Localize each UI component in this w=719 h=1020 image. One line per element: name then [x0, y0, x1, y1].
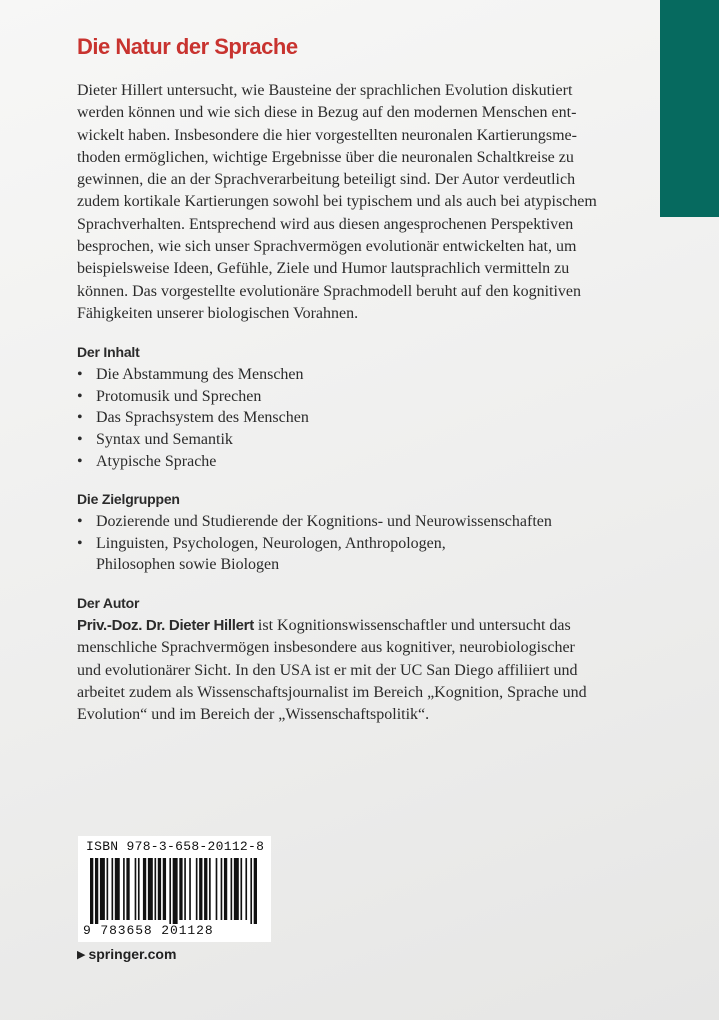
barcode-bar — [216, 858, 218, 920]
isbn-label: ISBN 978-3-658-20112-8 — [86, 839, 265, 854]
barcode-bar — [154, 858, 156, 920]
contents-list — [77, 364, 617, 472]
author-bio-first-line-rest: ist Kognitionswissenschaftler und untersucht das — [253, 617, 571, 635]
barcode-bars — [82, 858, 267, 924]
barcode-bar — [224, 858, 227, 920]
barcode-bar — [221, 858, 223, 920]
author-heading: Der Autor — [77, 595, 140, 612]
bullet-icon: • — [77, 534, 83, 552]
barcode-bar — [169, 858, 171, 924]
barcode-bar — [138, 858, 140, 920]
author-bio-line: Evolution“ und im Bereich der „Wissenschaftspolitik“. — [77, 706, 430, 724]
description-line: zudem kortikale Kartierungen sowohl bei typischem und als auch bei atypischem — [77, 193, 597, 211]
description-line: werden können und wie sich diese in Bezug auf den modernen Menschen ent- — [77, 104, 577, 122]
contents-item — [77, 364, 617, 386]
contents-item — [77, 451, 617, 473]
audience-item — [77, 511, 617, 533]
author-bio-line: arbeitet zudem als Wissenschaftsjournalist im Bereich „Kognition, Sprache und — [77, 683, 587, 701]
barcode-bar — [179, 858, 182, 920]
publisher-link[interactable] — [77, 946, 176, 962]
barcode-bar — [143, 858, 146, 920]
description-line: gewinnen, die an der Sprachverarbeitung beteiligt sind. Der Autor verdeutlich — [77, 171, 576, 189]
author-bio — [77, 615, 617, 726]
barcode-bar — [234, 858, 239, 920]
barcode-bar — [126, 858, 129, 920]
teal-color-tab — [660, 0, 719, 217]
barcode-bar — [196, 858, 198, 920]
bullet-icon: • — [77, 387, 83, 405]
barcode-bar — [254, 858, 257, 924]
barcode-bar — [107, 858, 109, 920]
description-line: Fähigkeiten unserer biologischen Vorahnen. — [77, 304, 359, 322]
back-cover-content — [77, 80, 617, 727]
barcode-bar — [135, 858, 137, 920]
description-line: können. Das vorgestellte evolutionäre Sprachmodell beruht auf den kognitiven — [77, 282, 582, 300]
barcode-bar — [115, 858, 120, 920]
isbn-barcode-box — [78, 836, 271, 942]
barcode-bar — [209, 858, 211, 920]
book-title: Die Natur der Sprache — [77, 34, 298, 59]
barcode-bar — [123, 858, 125, 920]
contents-item — [77, 386, 617, 408]
description-line: beispielsweise Ideen, Gefühle, Ziele und Humor lautsprachlich vermitteln zu — [77, 260, 570, 278]
contents-item-label: Die Abstammung des Menschen — [96, 366, 304, 384]
description-paragraph — [77, 80, 617, 325]
audience-heading: Die Zielgruppen — [77, 491, 180, 508]
contents-item — [77, 407, 617, 429]
barcode-digits: 9 783658 201128 — [83, 923, 214, 938]
barcode-bar — [95, 858, 98, 924]
barcode-bar — [245, 858, 247, 920]
barcode-bar — [240, 858, 242, 920]
barcode-bar — [173, 858, 178, 924]
contents-item-label: Protomusik und Sprechen — [96, 387, 262, 405]
author-name: Priv.-Doz. Dr. Dieter Hillert — [77, 617, 254, 635]
description-line: besprochen, wie sich unser Sprachvermögen evolutionär entwickelten hat, um — [77, 238, 577, 256]
audience-item-label: Philosophen sowie Biologen — [96, 556, 280, 574]
barcode-bar — [184, 858, 186, 920]
audience-item-label: Linguisten, Psychologen, Neurologen, Anthropologen, — [96, 534, 446, 552]
barcode-bar — [250, 858, 252, 924]
barcode-bar — [231, 858, 233, 920]
audience-item-label: Dozierende und Studierende der Kognitions- und Neurowissenschaften — [96, 513, 552, 531]
contents-item-label: Syntax und Semantik — [96, 431, 233, 449]
bullet-icon: • — [77, 452, 83, 470]
author-bio-first-line — [77, 615, 617, 637]
bullet-icon: • — [77, 513, 83, 531]
bullet-icon: • — [77, 431, 83, 449]
barcode-bar — [199, 858, 202, 920]
barcode-bar — [112, 858, 114, 920]
audience-list — [77, 511, 617, 576]
barcode-bar — [100, 858, 105, 920]
contents-item-label: Atypische Sprache — [96, 452, 217, 470]
description-line: wickelt haben. Insbesondere die hier vorgestellten neuronalen Kartierungsme- — [77, 126, 577, 144]
description-line: Sprachverhalten. Entsprechend wird aus diesen angesprochenen Perspektiven — [77, 215, 574, 233]
publisher-url: springer.com — [88, 946, 177, 962]
description-line: Dieter Hillert untersucht, wie Bausteine der sprachlichen Evolution diskutiert — [77, 82, 573, 99]
barcode-bar — [204, 858, 207, 920]
barcode-bar — [90, 858, 93, 924]
arrow-right-icon: ▶ — [77, 949, 86, 961]
barcode-bar — [189, 858, 191, 920]
bullet-icon: • — [77, 409, 83, 427]
bullet-icon: • — [77, 366, 83, 384]
contents-item-label: Das Sprachsystem des Menschen — [96, 409, 309, 427]
barcode-bar — [158, 858, 161, 920]
description-line: thoden ermöglichen, wichtige Ergebnisse über die neuronalen Schaltkreise zu — [77, 148, 574, 166]
audience-item — [77, 533, 617, 576]
contents-item — [77, 429, 617, 451]
barcode-bar — [163, 858, 166, 920]
contents-heading: Der Inhalt — [77, 344, 140, 361]
author-bio-line: menschliche Sprachvermögen insbesondere aus kognitiver, neurobiologischer — [77, 639, 575, 657]
barcode-bar — [148, 858, 153, 920]
author-bio-line: und evolutionärer Sicht. In den USA ist er mit der UC San Diego affiliiert und — [77, 661, 578, 679]
